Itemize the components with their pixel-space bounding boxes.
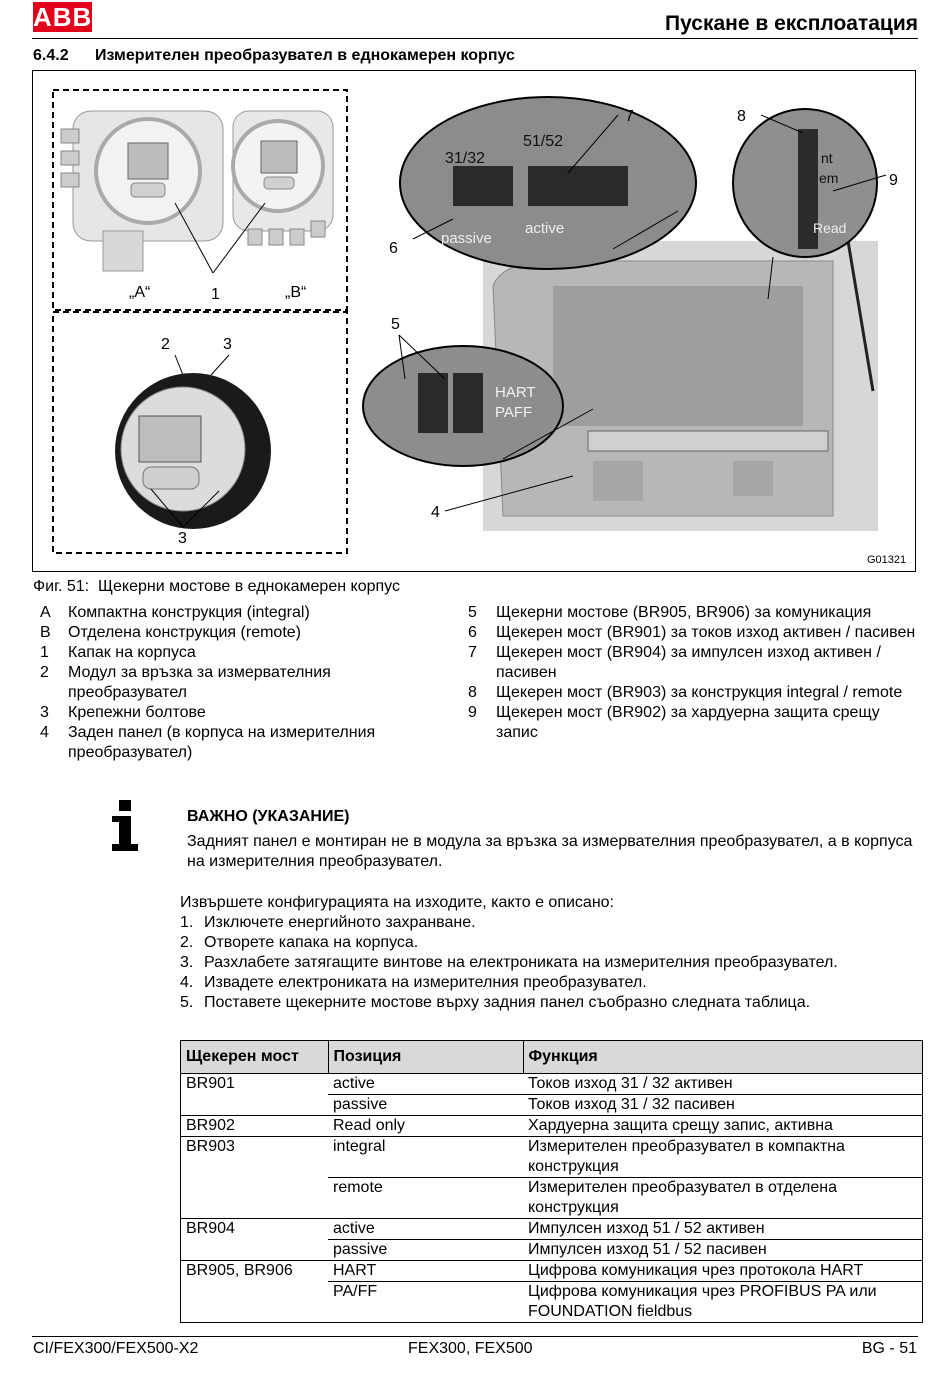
callout-9: 9 bbox=[889, 172, 898, 189]
zoom-label-active: active bbox=[525, 220, 565, 237]
legend-item: A Компактна конструкция (integral) bbox=[40, 604, 310, 621]
footer-divider bbox=[32, 1336, 918, 1337]
cell-position: passive bbox=[328, 1095, 523, 1116]
subsection-title: Измерителен преобразувател в еднокамерен корпус bbox=[95, 47, 515, 64]
table-row bbox=[181, 1219, 923, 1240]
callout-7: 7 bbox=[625, 108, 634, 125]
section-title: Пускане в експлоатация bbox=[665, 12, 918, 35]
step-item: 2. Отворете капака на корпуса. bbox=[180, 934, 419, 951]
callout-6: 6 bbox=[389, 240, 398, 257]
legend-left bbox=[40, 603, 440, 763]
steps-intro: Извършете конфигурацията на изходите, както е описано: bbox=[180, 894, 614, 911]
step-item: 4. Извадете електрониката на измерителния преобразувател. bbox=[180, 974, 647, 991]
step-item: 1. Изключете енергийното захранване. bbox=[180, 914, 476, 931]
connection-module-image bbox=[115, 373, 271, 529]
legend-right bbox=[468, 603, 918, 743]
cell-function: Токов изход 31 / 32 пасивен bbox=[523, 1095, 923, 1116]
cell-function: Цифрова комуникация чрез PROFIBUS PA или FOUNDATION fieldbus bbox=[528, 1283, 877, 1320]
zoom-label-read: Read bbox=[813, 220, 847, 236]
callout-4: 4 bbox=[431, 504, 440, 521]
table-header: Позиция bbox=[328, 1041, 523, 1074]
zoom-br905-br906 bbox=[363, 346, 563, 466]
figure-caption bbox=[33, 578, 400, 596]
cell-bridge: BR905, BR906 bbox=[186, 1262, 293, 1279]
zoom-label-31-32: 31/32 bbox=[445, 150, 486, 167]
figure-frame bbox=[32, 70, 916, 572]
callout-2: 2 bbox=[161, 336, 170, 353]
cell-position: active bbox=[328, 1219, 523, 1240]
housing-b-image bbox=[233, 111, 333, 245]
callout-8: 8 bbox=[737, 108, 746, 125]
header-divider bbox=[32, 38, 918, 39]
zoom-label-paff: PAFF bbox=[495, 404, 533, 421]
step-item: 3. Разхлабете затягащите винтове на електрониката на измерителния преобразувател. bbox=[180, 954, 838, 971]
footer-page: BG - 51 bbox=[861, 1340, 917, 1357]
info-icon bbox=[110, 800, 140, 852]
steps-list bbox=[180, 893, 838, 1013]
callout-a: „A“ bbox=[129, 284, 151, 301]
legend-item: B Отделена конструкция (remote) bbox=[40, 624, 301, 641]
logo-text: ABB bbox=[33, 2, 93, 32]
cell-function: Измерителен преобразувател в отделена конструкция bbox=[523, 1178, 923, 1219]
zoom-br901-br904 bbox=[400, 97, 696, 269]
figure-caption-label: Фиг. 51: bbox=[33, 578, 90, 595]
legend-item: 8 Щекерен мост (BR903) за конструкция integral / remote bbox=[468, 684, 903, 701]
cell-function: Хардуерна защита срещу запис, активна bbox=[523, 1116, 923, 1137]
cell-bridge: BR901 bbox=[181, 1074, 329, 1116]
table-header-row bbox=[181, 1041, 923, 1074]
zoom-label-int: nt bbox=[821, 150, 833, 166]
notice-text: Задният панел е монтиран не в модула за връзка за измервателния преобразувател, а в корпуса на измерителния преобразувател. bbox=[187, 833, 913, 870]
legend-item: 5 Щекерни мостове (BR905, BR906) за комуникация bbox=[468, 604, 872, 621]
subsection-heading bbox=[33, 47, 515, 65]
cell-position: remote bbox=[328, 1178, 523, 1219]
cell-position: passive bbox=[328, 1240, 523, 1261]
legend-item: 1 Капак на корпуса bbox=[40, 644, 196, 661]
zoom-label-passive: passive bbox=[441, 230, 492, 247]
cell-bridge: BR903 bbox=[181, 1137, 329, 1219]
zoom-label-51-52: 51/52 bbox=[523, 133, 564, 150]
subsection-number: 6.4.2 bbox=[33, 47, 69, 64]
figure-illustration bbox=[33, 71, 915, 571]
callout-b: „B“ bbox=[285, 284, 307, 301]
callout-5: 5 bbox=[391, 316, 400, 333]
step-item: 5. Поставете щекерните мостове върху задния панел съобразно следната таблица. bbox=[180, 994, 811, 1011]
notice-title: ВАЖНО (УКАЗАНИЕ) bbox=[187, 808, 350, 825]
table-row bbox=[181, 1137, 923, 1178]
figure-code: G01321 bbox=[867, 554, 907, 566]
cell-bridge: BR904 bbox=[181, 1219, 329, 1261]
figure-caption-text: Щекерни мостове в еднокамерен корпус bbox=[98, 578, 400, 595]
cell-function: Импулсен изход 51 / 52 активен bbox=[523, 1219, 923, 1240]
footer-product: FEX300, FEX500 bbox=[408, 1340, 533, 1357]
cell-position: active bbox=[328, 1074, 523, 1095]
table-row bbox=[181, 1261, 923, 1282]
legend-item: 9 Щекерен мост (BR902) за хардуерна защита срещу запис bbox=[468, 704, 880, 741]
legend-item: 6 Щекерен мост (BR901) за токов изход активен / пасивен bbox=[468, 624, 916, 641]
table-row bbox=[181, 1074, 923, 1095]
legend-item: 3 Крепежни болтове bbox=[40, 704, 206, 721]
footer-doc-id: CI/FEX300/FEX500-X2 bbox=[33, 1340, 199, 1357]
cell-position: Read only bbox=[328, 1116, 523, 1137]
table-header: Функция bbox=[523, 1041, 923, 1074]
legend-item: 4 Заден панел (в корпуса на измерителния преобразувател) bbox=[40, 724, 376, 761]
cell-function: Импулсен изход 51 / 52 пасивен bbox=[523, 1240, 923, 1261]
callout-1: 1 bbox=[211, 286, 220, 303]
legend-item: 7 Щекерен мост (BR904) за импулсен изход активен / пасивен bbox=[468, 644, 881, 681]
table-row bbox=[181, 1116, 923, 1137]
legend-item: 2 Модул за връзка за измервателния преобразувател bbox=[40, 664, 331, 701]
cell-position: PA/FF bbox=[333, 1283, 378, 1300]
callout-3-top: 3 bbox=[223, 336, 232, 353]
zoom-label-hart: HART bbox=[495, 384, 536, 401]
cell-position: integral bbox=[328, 1137, 523, 1178]
bridge-table bbox=[180, 1040, 923, 1323]
callout-3-bottom: 3 bbox=[178, 530, 187, 547]
cell-function: Цифрова комуникация чрез протокола HART bbox=[523, 1261, 923, 1282]
table-header: Щекерен мост bbox=[181, 1041, 329, 1074]
zoom-label-rem: em bbox=[819, 170, 839, 186]
cell-bridge: BR902 bbox=[181, 1116, 329, 1137]
cell-function: Измерителен преобразувател в компактна конструкция bbox=[523, 1137, 923, 1178]
cell-position: HART bbox=[328, 1261, 523, 1282]
cell-function: Токов изход 31 / 32 активен bbox=[523, 1074, 923, 1095]
zoom-br903-br902 bbox=[733, 109, 877, 257]
abb-logo bbox=[33, 2, 113, 32]
